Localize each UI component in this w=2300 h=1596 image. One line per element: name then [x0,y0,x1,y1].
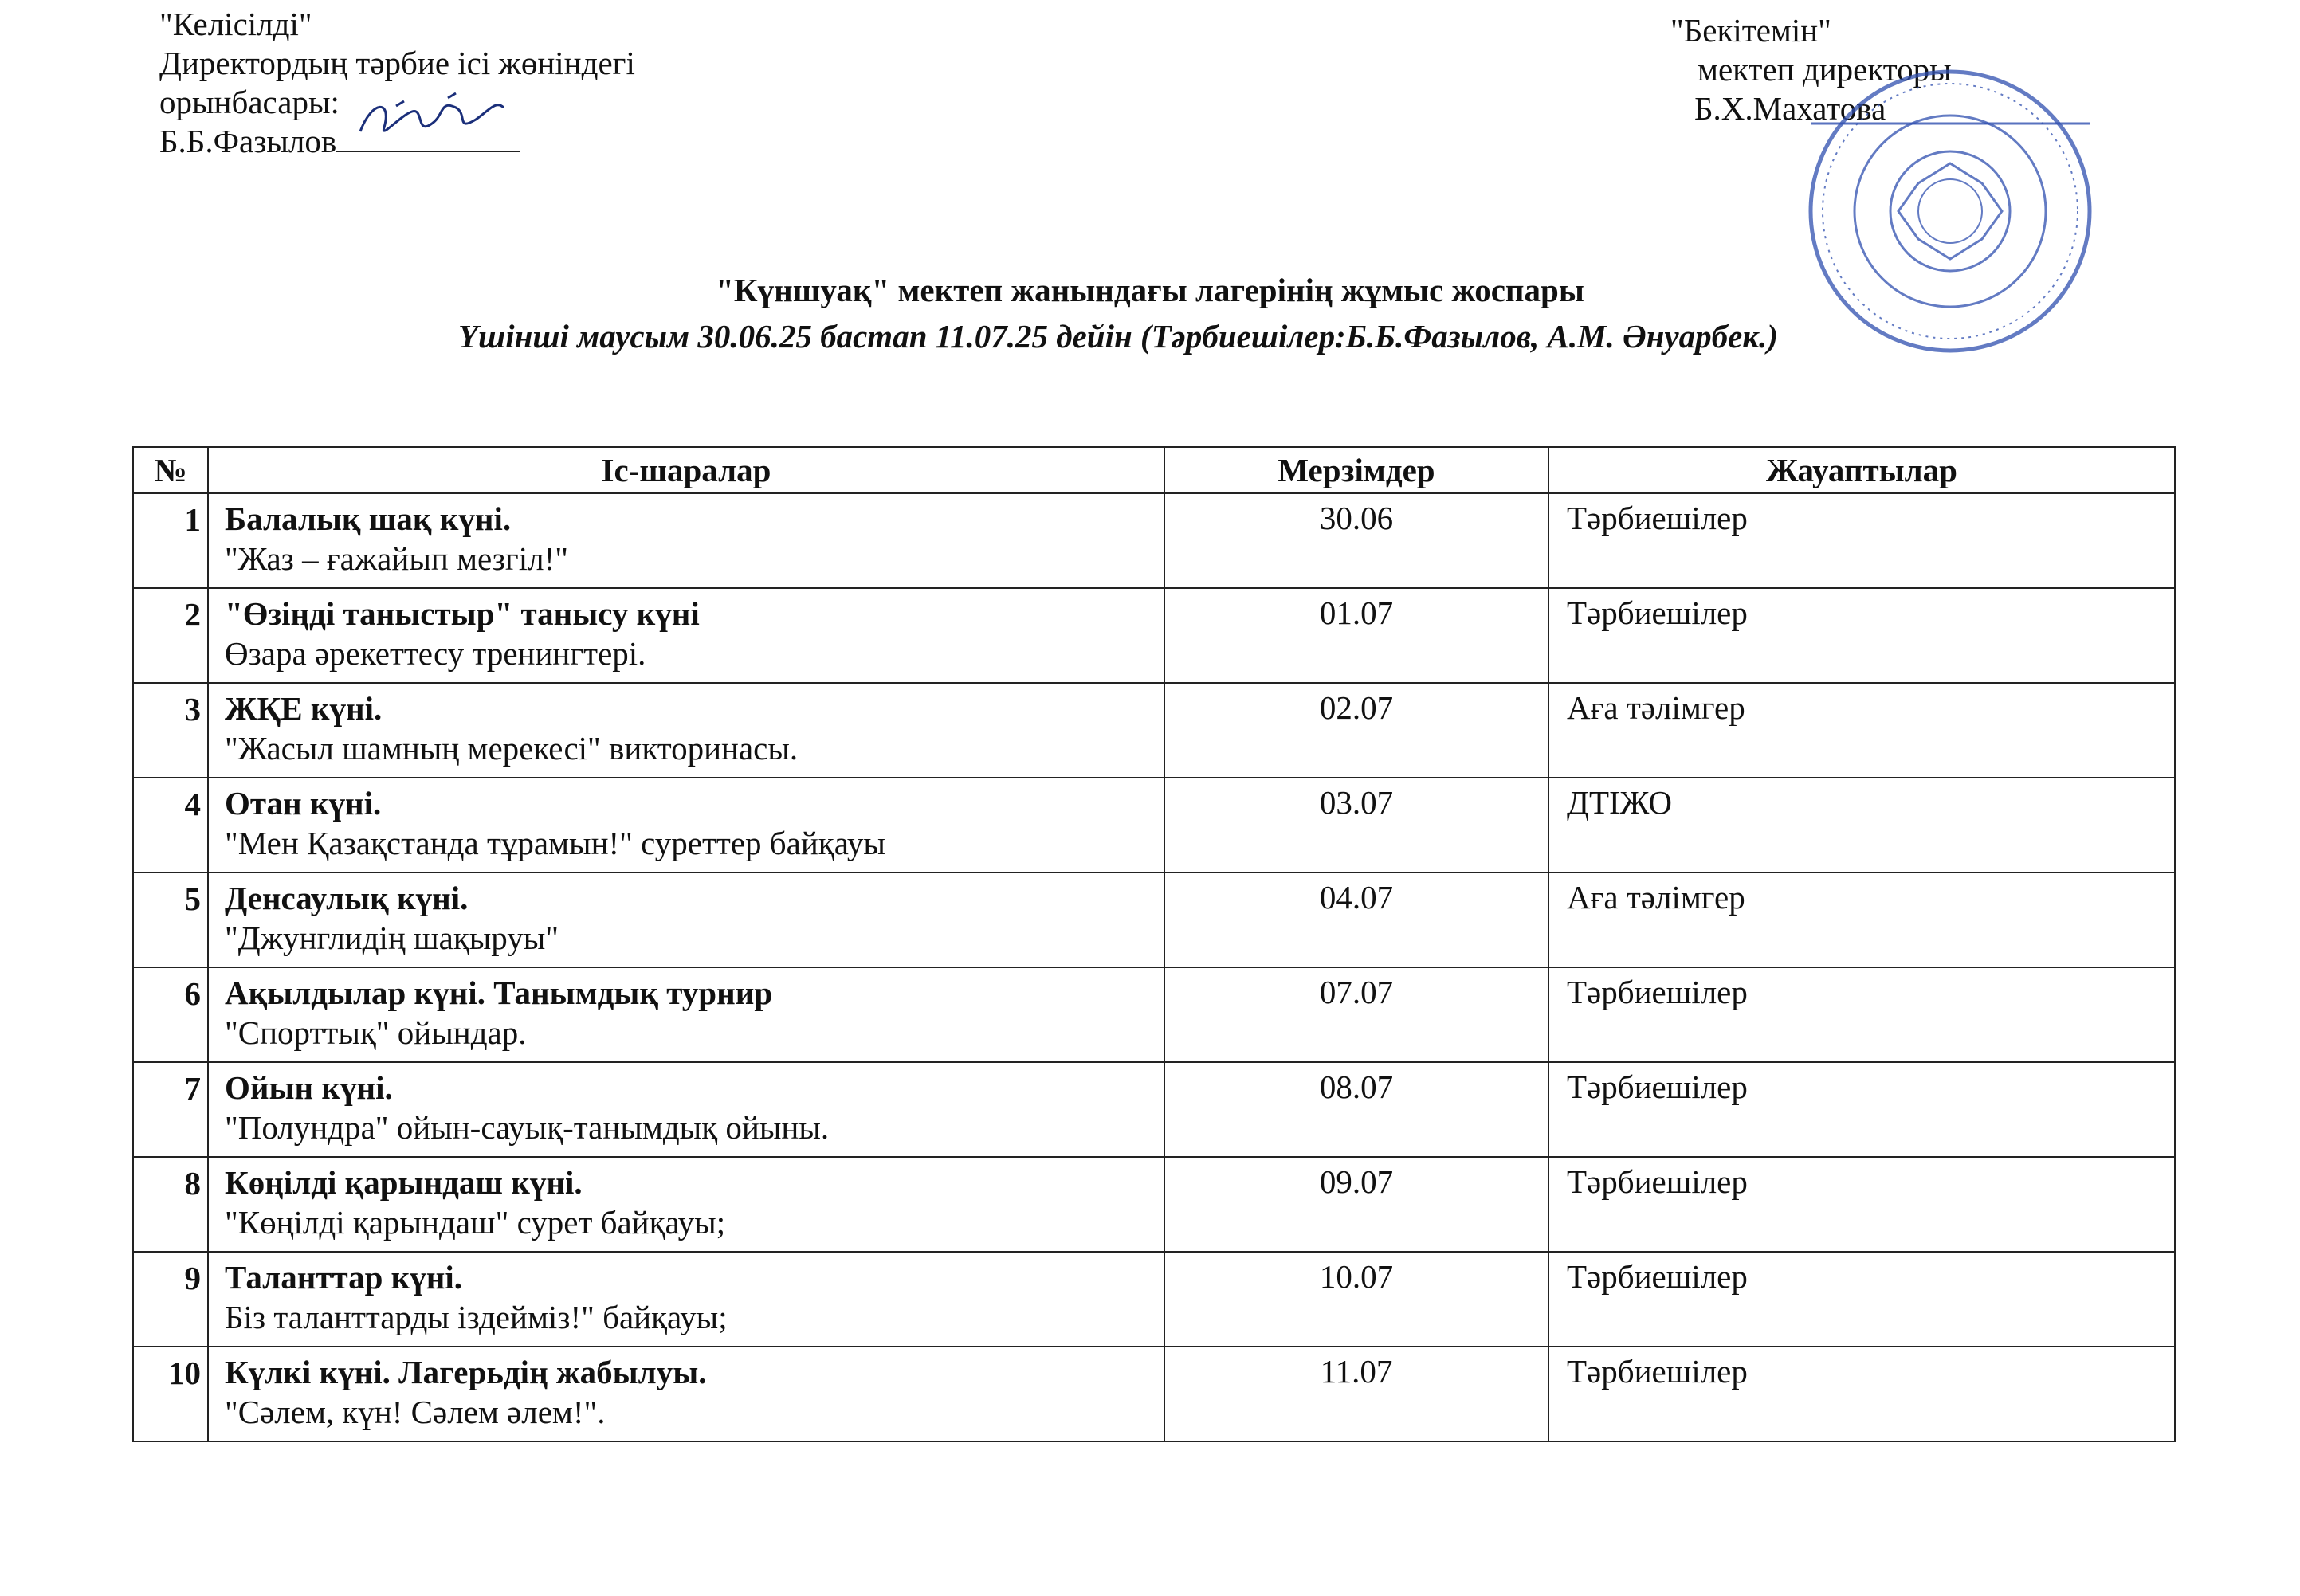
date-cell: 11.07 [1164,1347,1548,1441]
table-row [133,967,2175,1062]
responsible-cell: Тәрбиешілер [1548,588,2175,683]
date-cell: 02.07 [1164,683,1548,778]
responsible-cell: Тәрбиешілер [1548,1157,2175,1252]
page-subtitle: Үшінші маусым 30.06.25 бастап 11.07.25 дейін (Тәрбиешілер:Б.Б.Фазылов, А.М. Әнуарбек.) [458,318,1778,355]
row-number: 10 [133,1347,208,1441]
activity-title: Отан күні. [225,785,382,822]
approval-block-left [159,5,635,161]
activity-cell [208,493,1164,588]
director-name: Б.Х.Махатова [1694,90,1886,127]
table-row [133,493,2175,588]
date-cell: 04.07 [1164,873,1548,967]
responsible-cell: Тәрбиешілер [1548,1062,2175,1157]
date-cell: 30.06 [1164,493,1548,588]
date-cell: 01.07 [1164,588,1548,683]
signature-icon [336,84,520,155]
activity-title: Денсаулық күні. [225,880,469,916]
table-row [133,588,2175,683]
deputy-name: Б.Б.Фазылов [159,123,337,159]
activity-detail: Біз таланттарды іздейміз!" байқауы; [225,1299,728,1335]
header-dates: Мерзімдер [1164,447,1548,493]
official-seal-icon [1803,64,2098,359]
table-row [133,1157,2175,1252]
activity-detail: "Спорттық" ойындар. [225,1014,527,1051]
activity-title: "Өзіңді таныстыр" танысу күні [225,595,700,632]
responsible-cell: Аға тәлімгер [1548,873,2175,967]
responsible-cell: Тәрбиешілер [1548,1347,2175,1441]
activity-detail: Өзара әрекеттесу тренингтері. [225,635,646,672]
table-row [133,1252,2175,1347]
table-header-row [133,447,2175,493]
row-number: 1 [133,493,208,588]
activity-title: Таланттар күні. [225,1259,463,1296]
activity-detail: "Жаз – ғажайып мезгіл!" [225,540,568,577]
activity-detail: "Джунглидің шақыруы" [225,920,559,956]
activity-cell [208,1157,1164,1252]
activity-cell [208,967,1164,1062]
row-number: 2 [133,588,208,683]
activity-cell [208,1252,1164,1347]
header-number: № [133,447,208,493]
row-number: 8 [133,1157,208,1252]
date-cell: 03.07 [1164,778,1548,873]
row-number: 9 [133,1252,208,1347]
responsible-cell: Тәрбиешілер [1548,1252,2175,1347]
header-responsible: Жауаптылар [1548,447,2175,493]
responsible-cell: Тәрбиешілер [1548,493,2175,588]
activity-detail: "Мен Қазақстанда тұрамын!" суреттер байқауы [225,825,885,861]
activity-title: Ақылдылар күні. Танымдық турнир [225,974,773,1011]
activity-title: ЖҚЕ күні. [225,690,383,727]
table-row [133,683,2175,778]
deputy-title: Директордың тәрбие ісі жөніндегі [159,45,635,81]
responsible-cell: Тәрбиешілер [1548,967,2175,1062]
row-number: 3 [133,683,208,778]
table-row [133,1062,2175,1157]
activity-title: Күлкі күні. Лагерьдің жабылуы. [225,1354,707,1390]
row-number: 7 [133,1062,208,1157]
header-activities: Іс-шаралар [208,447,1164,493]
responsible-cell: ДТІЖО [1548,778,2175,873]
activity-detail: "Полундра" ойын-сауық-танымдық ойыны. [225,1109,830,1146]
activity-cell [208,873,1164,967]
activity-detail: "Көңілді қарындаш" сурет байқауы; [225,1204,726,1241]
activity-detail: "Жасыл шамның мерекесі" викторинасы. [225,730,799,767]
date-cell: 07.07 [1164,967,1548,1062]
row-number: 4 [133,778,208,873]
activity-detail: "Сәлем, күн! Сәлем әлем!". [225,1394,606,1430]
activity-title: Көңілді қарындаш күні. [225,1164,583,1201]
deputy-title-cont: орынбасары: [159,84,340,120]
activity-title: Балалық шақ күні. [225,500,512,537]
director-title: мектеп директоры [1698,51,1952,88]
agreed-label: "Келісілді" [159,6,312,42]
table-row [133,873,2175,967]
row-number: 5 [133,873,208,967]
activity-cell [208,778,1164,873]
responsible-cell: Аға тәлімгер [1548,683,2175,778]
date-cell: 10.07 [1164,1252,1548,1347]
activity-cell [208,1062,1164,1157]
plan-table [132,446,2176,1442]
activity-cell [208,588,1164,683]
date-cell: 08.07 [1164,1062,1548,1157]
date-cell: 09.07 [1164,1157,1548,1252]
signature-line [336,124,520,152]
row-number: 6 [133,967,208,1062]
activity-title: Ойын күні. [225,1069,393,1106]
page-title: "Күншуақ" мектеп жанындағы лагерінің жұмыс жоспары [716,272,1584,308]
activity-cell [208,1347,1164,1441]
approve-label: "Бекітемін" [1670,12,1831,49]
activity-cell [208,683,1164,778]
table-row [133,778,2175,873]
table-row [133,1347,2175,1441]
